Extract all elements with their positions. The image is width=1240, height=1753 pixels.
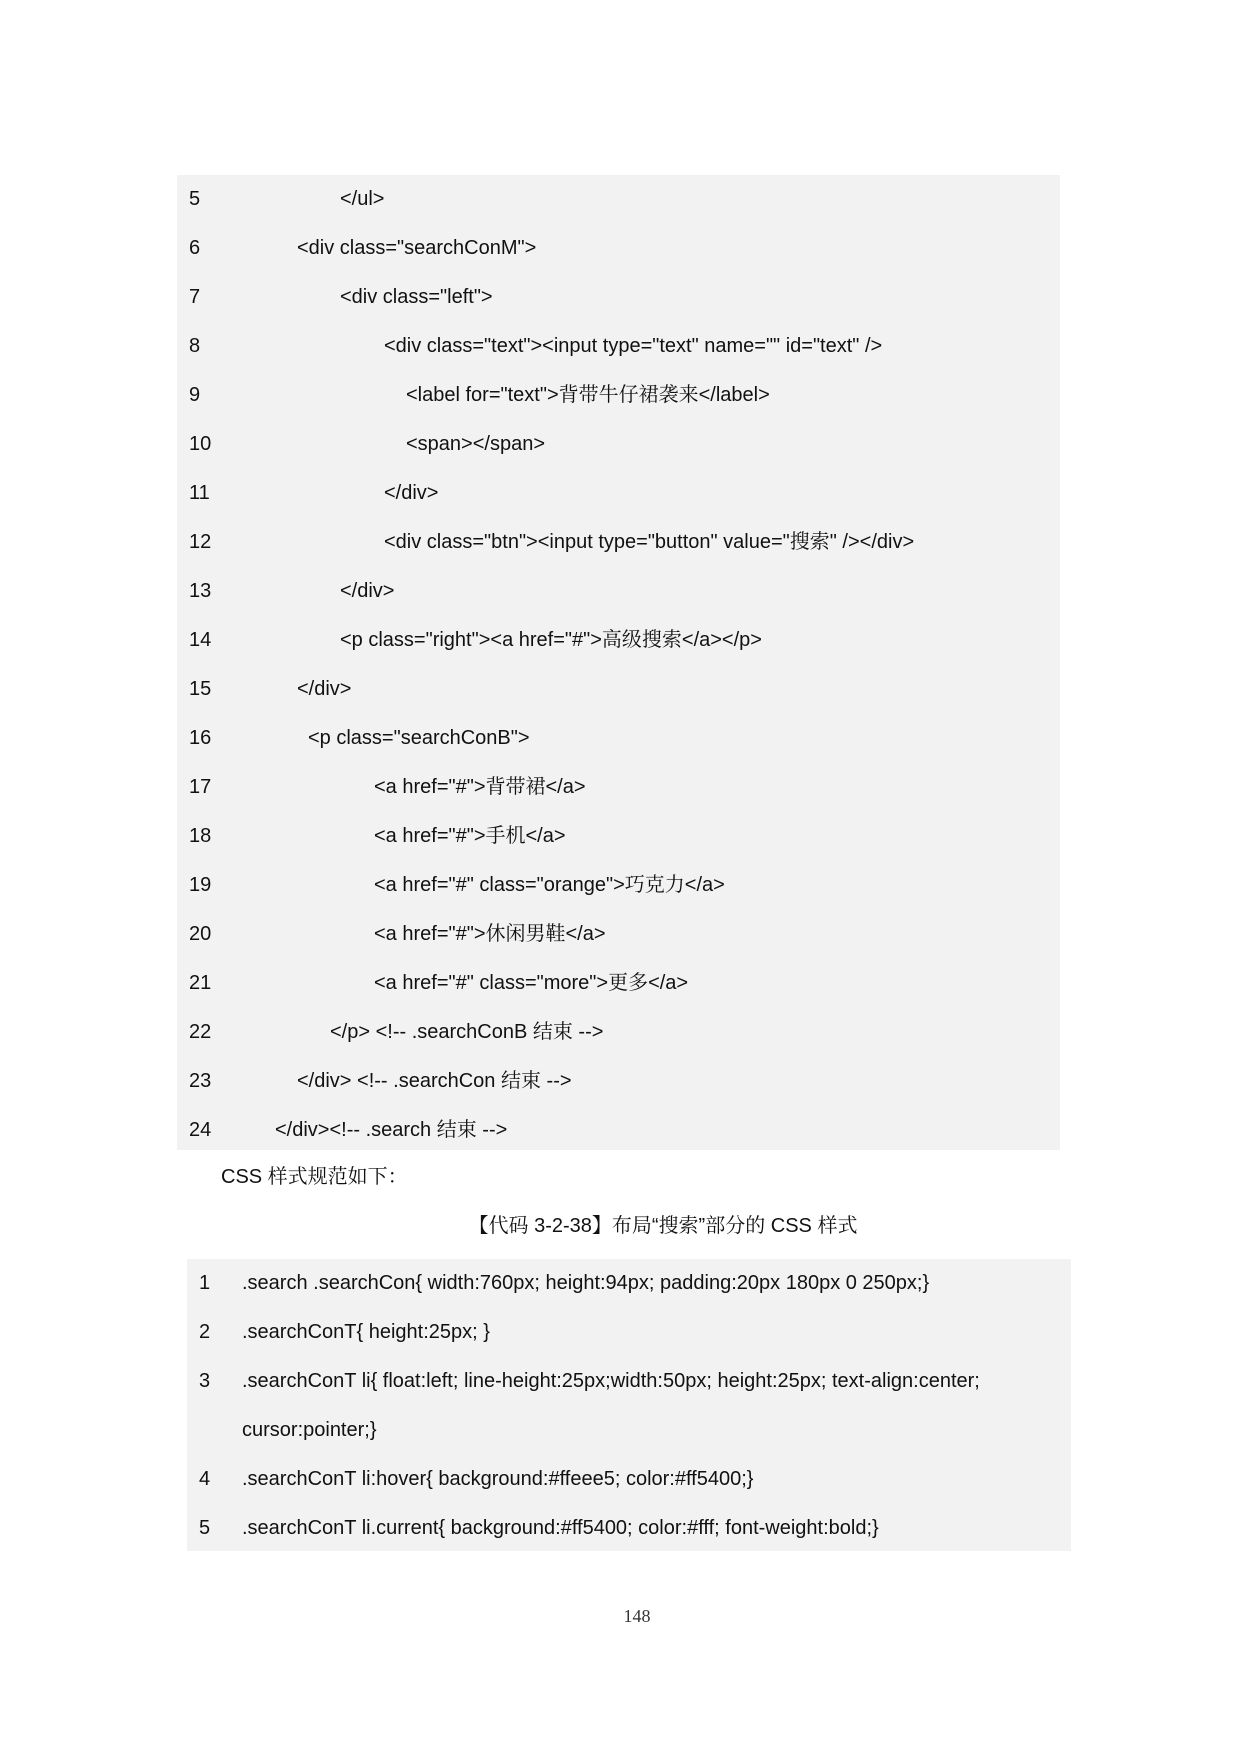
line-number: 5 <box>189 188 201 210</box>
code-text: <a href="#">手机</a> <box>374 825 566 847</box>
line-number: 24 <box>189 1119 212 1141</box>
intro-text: CSS 样式规范如下： <box>221 1166 408 1188</box>
code-text: </div> <box>340 580 395 602</box>
code-text: .searchConT li.current{ background:#ff5400; color:#fff; font-weight:bold;} <box>242 1517 879 1539</box>
code-text: <span></span> <box>406 433 546 455</box>
code-text: </div> <box>297 678 352 700</box>
line-number: 14 <box>189 629 212 651</box>
code-text: </div> <box>384 482 439 504</box>
line-number: 11 <box>189 482 210 504</box>
line-number: 16 <box>189 727 212 749</box>
code-text: <div class="searchConM"> <box>297 237 537 259</box>
code-text: <a href="#">休闲男鞋</a> <box>374 923 606 945</box>
line-number: 22 <box>189 1021 212 1043</box>
line-number: 21 <box>189 972 212 994</box>
line-number: 7 <box>189 286 201 308</box>
code-text: </div><!-- .search 结束 --> <box>275 1119 508 1141</box>
line-number: 17 <box>189 776 212 798</box>
line-number: 5 <box>199 1517 211 1539</box>
line-number: 12 <box>189 531 212 553</box>
code-text: </div> <!-- .searchCon 结束 --> <box>297 1070 572 1092</box>
line-number: 9 <box>189 384 201 406</box>
code-text: cursor:pointer;} <box>242 1419 377 1441</box>
line-number: 10 <box>189 433 212 455</box>
code-text: <p class="right"><a href="#">高级搜索</a></p> <box>340 629 762 651</box>
code-text: .searchConT{ height:25px; } <box>242 1321 490 1343</box>
code-text: .searchConT li{ float:left; line-height:25px;width:50px; height:25px; text-align:center; <box>242 1370 980 1392</box>
code-text: <p class="searchConB"> <box>308 727 530 749</box>
line-number: 19 <box>189 874 212 896</box>
code-text: .searchConT li:hover{ background:#ffeee5; color:#ff5400;} <box>242 1468 754 1490</box>
line-number: 8 <box>189 335 201 357</box>
code-text: .search .searchCon{ width:760px; height:94px; padding:20px 180px 0 250px;} <box>242 1272 930 1294</box>
line-number: 18 <box>189 825 212 847</box>
line-number: 13 <box>189 580 212 602</box>
line-number: 4 <box>199 1468 211 1490</box>
code-text: </ul> <box>340 188 385 210</box>
code-text: <div class="btn"><input type="button" value="搜索" /></div> <box>384 531 915 553</box>
code-text: <div class="text"><input type="text" name="" id="text" /> <box>384 335 883 357</box>
code-text: </p> <!-- .searchConB 结束 --> <box>330 1021 604 1043</box>
code-caption: 【代码 3-2-38】布局“搜索”部分的 CSS 样式 <box>468 1215 858 1237</box>
line-number: 15 <box>189 678 212 700</box>
line-number: 2 <box>199 1321 211 1343</box>
line-number: 23 <box>189 1070 212 1092</box>
code-text: <a href="#" class="more">更多</a> <box>374 972 689 994</box>
code-text: <a href="#" class="orange">巧克力</a> <box>374 874 725 896</box>
page-number: 148 <box>623 1606 651 1626</box>
html-code-block <box>177 175 1060 1150</box>
line-number: 6 <box>189 237 201 259</box>
code-text: <label for="text">背带牛仔裙袭来</label> <box>406 384 770 406</box>
css-code-block <box>187 1259 1071 1551</box>
line-number: 1 <box>199 1272 211 1294</box>
line-number: 20 <box>189 923 212 945</box>
line-number: 3 <box>199 1370 211 1392</box>
code-text: <a href="#">背带裙</a> <box>374 776 586 798</box>
code-text: <div class="left"> <box>340 286 493 308</box>
